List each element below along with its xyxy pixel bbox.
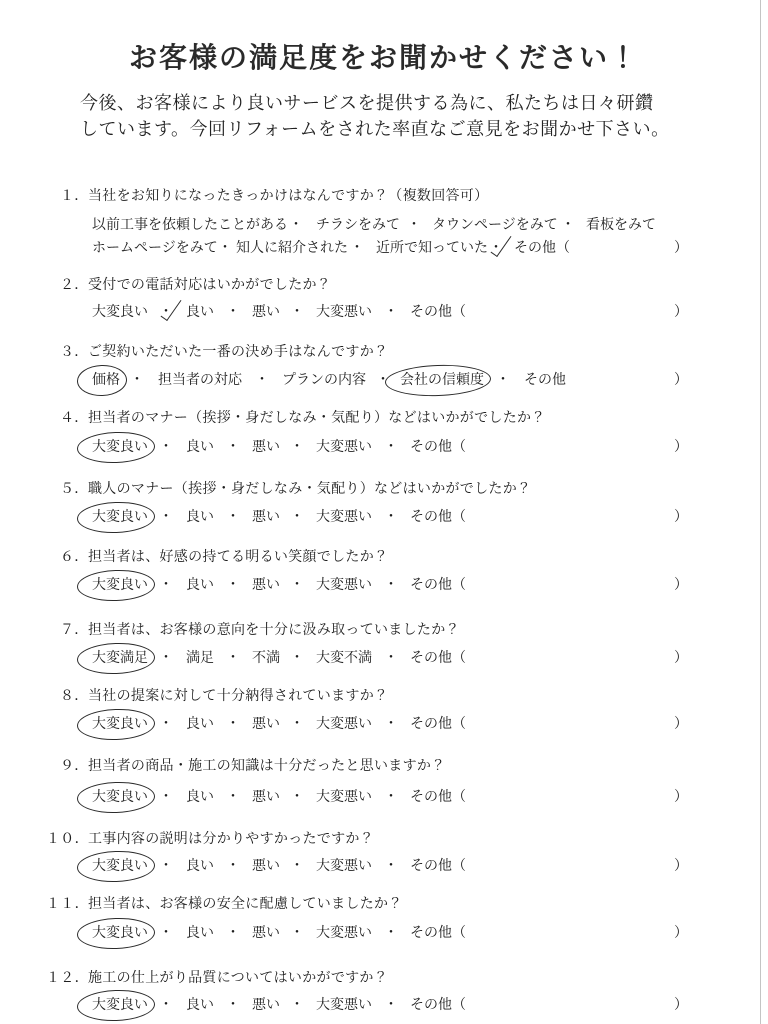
- option-other: その他（: [514, 240, 570, 256]
- question-text: 当社をお知りになったきっかけはなんですか？（複数回答可）: [88, 188, 489, 204]
- other-close-paren: ）: [674, 789, 688, 805]
- separator-dot: ・: [159, 509, 173, 525]
- separator-dot: ・: [289, 217, 303, 233]
- option-other: その他（: [410, 439, 466, 455]
- option-very-good: 大変良い: [92, 575, 148, 595]
- question-11: [0, 894, 768, 914]
- handwritten-circle-mark: [76, 642, 155, 676]
- handwritten-circle-mark: [76, 989, 155, 1023]
- option-good: 良い: [186, 789, 214, 805]
- handwritten-circle-mark: [76, 501, 155, 535]
- separator-dot: ・: [226, 925, 240, 941]
- answer-options-11: [0, 923, 768, 943]
- option-bad: 悪い: [252, 925, 280, 941]
- separator-dot: ・: [290, 650, 304, 666]
- separator-dot: ・: [290, 925, 304, 941]
- question-number: ５．: [60, 481, 89, 497]
- option-satisfied: 満足: [186, 650, 214, 666]
- question-text: 担当者は、お客様の安全に配慮していましたか？: [88, 896, 403, 912]
- answer-options-10: [0, 856, 768, 876]
- separator-dot: ・: [384, 509, 398, 525]
- option-friend-referral: 知人に紹介された: [236, 240, 348, 256]
- option-good: 良い: [186, 925, 214, 941]
- separator-dot: ・: [159, 858, 173, 874]
- question-1: [0, 186, 768, 206]
- separator-dot: ・: [290, 509, 304, 525]
- question-number: ８．: [60, 688, 89, 704]
- separator-dot: ・: [226, 858, 240, 874]
- question-text: 工事内容の説明は分かりやすかったですか？: [88, 831, 374, 847]
- question-number: ９．: [60, 758, 89, 774]
- option-town-page: タウンページをみて: [432, 217, 558, 233]
- option-dissatisfied: 不満: [252, 650, 280, 666]
- option-other: その他（: [410, 650, 466, 666]
- option-good: 良い: [186, 304, 214, 320]
- separator-dot: ・: [159, 716, 173, 732]
- option-good: 良い: [186, 509, 214, 525]
- option-other: その他（: [410, 509, 466, 525]
- option-very-good: 大変良い: [92, 437, 148, 457]
- option-good: 良い: [186, 439, 214, 455]
- option-very-good: 大変良い: [92, 856, 148, 876]
- question-5: [0, 479, 768, 499]
- other-close-paren: ）: [674, 997, 688, 1013]
- question-number: １１．: [46, 896, 89, 912]
- separator-dot: ・: [226, 577, 240, 593]
- separator-dot: ・: [290, 439, 304, 455]
- option-very-good: 大変良い: [92, 995, 148, 1015]
- handwritten-circle-mark: [76, 850, 155, 884]
- option-very-bad: 大変悪い: [316, 304, 372, 320]
- other-close-paren: ）: [674, 650, 688, 666]
- answer-options-8: [0, 714, 768, 734]
- option-signboard: 看板をみて: [586, 217, 656, 233]
- handwritten-check-mark: [491, 232, 512, 257]
- handwritten-circle-mark: [76, 431, 155, 465]
- answer-options-2: [0, 302, 768, 322]
- separator-dot: ・: [255, 372, 269, 388]
- separator-dot: ・: [489, 238, 503, 258]
- question-text: ご契約いただいた一番の決め手はなんですか？: [88, 344, 389, 360]
- question-text: 担当者は、好感の持てる明るい笑顔でしたか？: [88, 549, 389, 565]
- intro-line-1: 今後、お客様により良いサービスを提供する為に、私たちは日々研鑽: [80, 93, 654, 114]
- question-3: [0, 342, 768, 362]
- handwritten-circle-mark: [76, 364, 127, 397]
- option-bad: 悪い: [252, 509, 280, 525]
- question-text: 担当者のマナー（挨拶・身だしなみ・気配り）などはいかがでしたか？: [88, 410, 546, 426]
- question-number: １．: [60, 188, 89, 204]
- separator-dot: ・: [226, 439, 240, 455]
- handwritten-circle-mark: [76, 708, 155, 742]
- option-very-bad: 大変悪い: [316, 858, 372, 874]
- option-bad: 悪い: [252, 716, 280, 732]
- handwritten-circle-mark: [76, 569, 155, 603]
- option-very-bad: 大変悪い: [316, 789, 372, 805]
- separator-dot: ・: [384, 858, 398, 874]
- question-10: [0, 829, 768, 849]
- option-other: その他（: [410, 789, 466, 805]
- option-very-bad: 大変悪い: [316, 509, 372, 525]
- option-other: その他（: [410, 304, 466, 320]
- question-number: ４．: [60, 410, 89, 426]
- answer-options-9: [0, 787, 768, 807]
- separator-dot: ・: [561, 217, 575, 233]
- answer-options-7: [0, 648, 768, 668]
- intro-line-2: しています。今回リフォームをされた率直なご意見をお聞かせ下さい。: [80, 119, 670, 140]
- question-number: １０．: [46, 831, 89, 847]
- answer-options-5: [0, 507, 768, 527]
- other-close-paren: ）: [674, 925, 688, 941]
- option-plan-content: プランの内容: [282, 372, 366, 388]
- separator-dot: ・: [350, 240, 364, 256]
- option-bad: 悪い: [252, 997, 280, 1013]
- option-very-good: 大変良い: [92, 923, 148, 943]
- option-neighborhood: 近所で知っていた: [376, 240, 488, 256]
- separator-dot: ・: [384, 925, 398, 941]
- other-close-paren: ）: [674, 372, 688, 388]
- separator-dot: ・: [290, 789, 304, 805]
- option-company-reliability: 会社の信頼度: [400, 370, 484, 390]
- question-number: １２．: [46, 970, 89, 986]
- handwritten-circle-mark: [384, 363, 491, 398]
- option-very-bad: 大変悪い: [316, 577, 372, 593]
- option-price: 価格: [92, 370, 120, 390]
- question-number: ７．: [60, 622, 89, 638]
- answer-options-12: [0, 995, 768, 1015]
- question-text: 担当者は、お客様の意向を十分に汲み取っていましたか？: [88, 622, 460, 638]
- option-very-bad: 大変悪い: [316, 439, 372, 455]
- question-text: 当社の提案に対して十分納得されていますか？: [88, 688, 389, 704]
- option-bad: 悪い: [252, 789, 280, 805]
- separator-dot: ・: [376, 372, 390, 388]
- handwritten-circle-mark: [76, 917, 155, 951]
- question-9: [0, 756, 768, 776]
- option-other: その他: [524, 372, 566, 388]
- separator-dot: ・: [226, 650, 240, 666]
- separator-dot: ・: [384, 716, 398, 732]
- option-good: 良い: [186, 858, 214, 874]
- question-number: ２．: [60, 277, 89, 293]
- separator-dot: ・: [384, 439, 398, 455]
- separator-dot: ・: [384, 577, 398, 593]
- option-flyer: チラシをみて: [316, 217, 400, 233]
- separator-dot: ・: [407, 217, 421, 233]
- separator-dot: ・: [130, 372, 144, 388]
- option-bad: 悪い: [252, 439, 280, 455]
- option-very-good: 大変良い: [92, 787, 148, 807]
- answer-options-1b: [0, 238, 768, 258]
- other-close-paren: ）: [674, 858, 688, 874]
- separator-dot: ・: [290, 858, 304, 874]
- separator-dot: ・: [159, 577, 173, 593]
- separator-dot: ・: [226, 789, 240, 805]
- question-7: [0, 620, 768, 640]
- separator-dot: ・: [226, 509, 240, 525]
- separator-dot: ・: [159, 302, 173, 322]
- other-close-paren: ）: [674, 509, 688, 525]
- page-title: お客様の満足度をお聞かせください！: [128, 41, 639, 74]
- option-previous-work-request: 以前工事を依頼したことがある: [92, 217, 288, 233]
- handwritten-check-mark: [161, 296, 182, 321]
- separator-dot: ・: [384, 789, 398, 805]
- separator-dot: ・: [496, 372, 510, 388]
- option-bad: 悪い: [252, 304, 280, 320]
- separator-dot: ・: [159, 925, 173, 941]
- question-2: [0, 275, 768, 295]
- option-bad: 悪い: [252, 858, 280, 874]
- answer-options-4: [0, 437, 768, 457]
- option-very-good: 大変良い: [92, 304, 148, 320]
- separator-dot: ・: [159, 997, 173, 1013]
- other-close-paren: ）: [674, 240, 688, 256]
- question-text: 施工の仕上がり品質についてはいかがですか？: [88, 970, 389, 986]
- separator-dot: ・: [290, 577, 304, 593]
- question-12: [0, 968, 768, 988]
- separator-dot: ・: [218, 240, 232, 256]
- option-bad: 悪い: [252, 577, 280, 593]
- other-close-paren: ）: [674, 439, 688, 455]
- option-very-bad: 大変悪い: [316, 716, 372, 732]
- option-very-bad: 大変悪い: [316, 925, 372, 941]
- option-staff-response: 担当者の対応: [158, 372, 242, 388]
- separator-dot: ・: [159, 439, 173, 455]
- option-good: 良い: [186, 716, 214, 732]
- option-very-satisfied: 大変満足: [92, 648, 148, 668]
- option-other: その他（: [410, 925, 466, 941]
- separator-dot: ・: [226, 716, 240, 732]
- separator-dot: ・: [384, 650, 398, 666]
- separator-dot: ・: [226, 997, 240, 1013]
- question-number: ６．: [60, 549, 89, 565]
- option-homepage: ホームページをみて: [92, 240, 218, 256]
- option-very-good: 大変良い: [92, 507, 148, 527]
- question-text: 受付での電話対応はいかがでしたか？: [88, 277, 332, 293]
- other-close-paren: ）: [674, 716, 688, 732]
- option-very-good: 大変良い: [92, 714, 148, 734]
- separator-dot: ・: [290, 304, 304, 320]
- separator-dot: ・: [384, 304, 398, 320]
- question-number: ３．: [60, 344, 89, 360]
- other-close-paren: ）: [674, 577, 688, 593]
- answer-options-1a: [0, 215, 768, 235]
- question-6: [0, 547, 768, 567]
- option-very-dissatisfied: 大変不満: [316, 650, 372, 666]
- option-other: その他（: [410, 997, 466, 1013]
- option-other: その他（: [410, 716, 466, 732]
- answer-options-3: [0, 370, 768, 390]
- option-good: 良い: [186, 577, 214, 593]
- separator-dot: ・: [159, 650, 173, 666]
- other-close-paren: ）: [674, 304, 688, 320]
- question-8: [0, 686, 768, 706]
- option-very-bad: 大変悪い: [316, 997, 372, 1013]
- option-other: その他（: [410, 858, 466, 874]
- question-4: [0, 408, 768, 428]
- separator-dot: ・: [290, 716, 304, 732]
- question-text: 職人のマナー（挨拶・身だしなみ・気配り）などはいかがでしたか？: [88, 481, 532, 497]
- question-text: 担当者の商品・施工の知識は十分だったと思いますか？: [88, 758, 446, 774]
- option-good: 良い: [186, 997, 214, 1013]
- option-other: その他（: [410, 577, 466, 593]
- handwritten-circle-mark: [76, 781, 155, 815]
- separator-dot: ・: [290, 997, 304, 1013]
- answer-options-6: [0, 575, 768, 595]
- separator-dot: ・: [384, 997, 398, 1013]
- separator-dot: ・: [226, 304, 240, 320]
- separator-dot: ・: [159, 789, 173, 805]
